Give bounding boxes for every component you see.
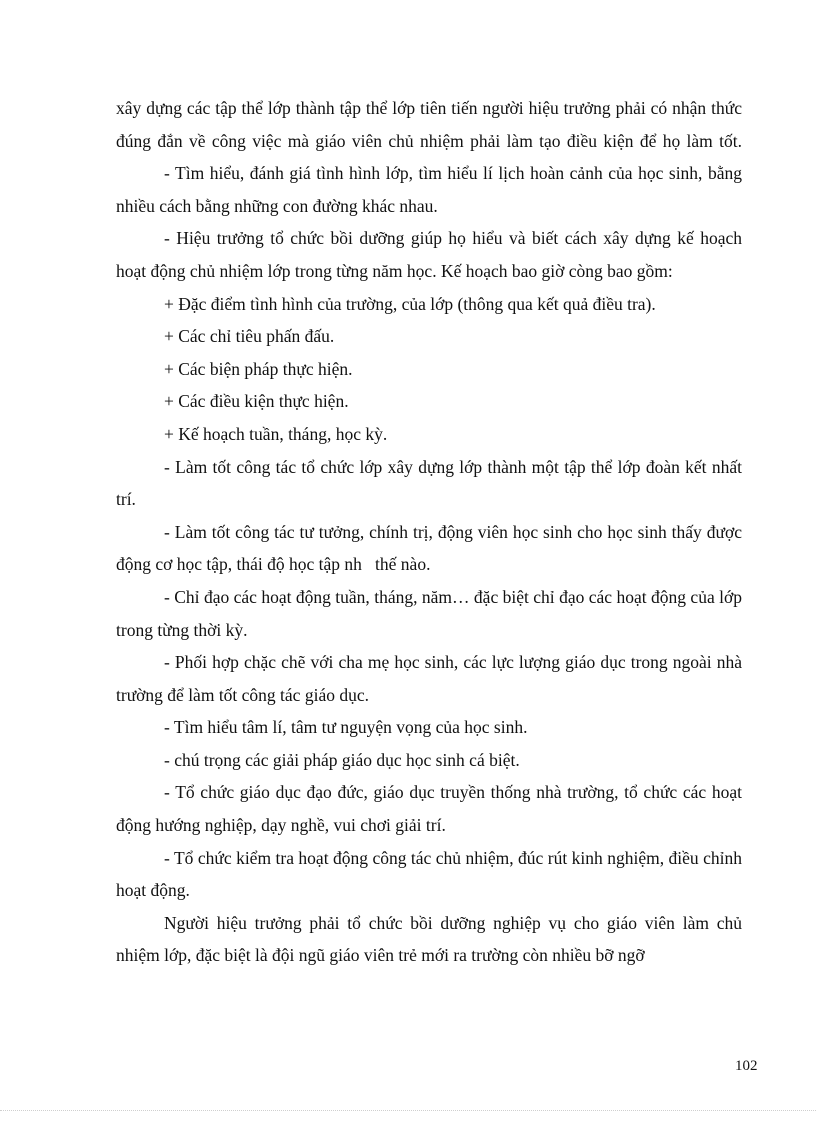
- paragraph-4: + Đặc điểm tình hình của trường, của lớp (thông qua kết quả điều tra).: [164, 293, 656, 314]
- page-number: 102: [735, 1058, 758, 1074]
- paragraph-5: + Các chỉ tiêu phấn đấu.: [164, 326, 335, 347]
- paragraph-1: xây dựng các tập thể lớp thành tập thể lớp tiên tiến người hiệu trưởng phải có nhận thức đúng đắn về công việc mà giáo viên chủ nhiệm phải làm tạo điều kiện để họ làm tốt.: [116, 98, 742, 151]
- paragraph-15: - Tổ chức giáo dục đạo đức, giáo dục truyền thống nhà trường, tổ chức các hoạt động hướng nghiệp, dạy nghề, vui chơi giải trí.: [116, 782, 742, 836]
- paragraph-6: + Các biện pháp thực hiện.: [164, 358, 353, 379]
- paragraph-16: - Tổ chức kiểm tra hoạt động công tác chủ nhiệm, đúc rút kinh nghiệm, điều chỉnh hoạt động.: [116, 847, 742, 901]
- paragraph-9: - Làm tốt công tác tổ chức lớp xây dựng lớp thành một tập thể lớp đoàn kết nhất trí.: [116, 456, 742, 510]
- paragraph-2: - Tìm hiểu, đánh giá tình hình lớp, tìm hiểu lí lịch hoàn cảnh của học sinh, bằng nhiều cách bằng những con đường khác nhau.: [116, 163, 742, 216]
- paragraph-13: - Tìm hiểu tâm lí, tâm tư nguyện vọng của học sinh.: [164, 717, 528, 738]
- paragraph-12: - Phối hợp chặc chẽ với cha mẹ học sinh, các lực lượng giáo dục trong ngoài nhà trường để làm tốt công tác giáo dục.: [116, 652, 742, 705]
- footer-divider: [0, 1110, 816, 1111]
- paragraph-3: - Hiệu trưởng tổ chức bồi dưỡng giúp họ hiểu và biết cách xây dựng kế hoạch hoạt động chủ nhiệm lớp trong từng năm học. Kế hoạch bao giờ còng bao gồm:: [116, 228, 742, 281]
- paragraph-10: - Làm tốt công tác tư tưởng, chính trị, động viên học sinh cho học sinh thấy được động cơ học tập, thái độ học tập nh thế nào.: [116, 521, 747, 575]
- paragraph-11: - Chỉ đạo các hoạt động tuần, tháng, năm… đặc biệt chỉ đạo các hoạt động của lớp trong từng thời kỳ.: [116, 586, 742, 640]
- paragraph-7: + Các điều kiện thực hiện.: [164, 391, 349, 412]
- paragraph-17: Người hiệu trưởng phải tổ chức bồi dưỡng nghiệp vụ cho giáo viên làm chủ nhiệm lớp, đặc biệt là đội ngũ giáo viên trẻ mới ra trường còn nhiều bỡ ngỡ: [116, 912, 742, 966]
- body-text: [116, 92, 747, 972]
- paragraph-8: + Kế hoạch tuần, tháng, học kỳ.: [164, 423, 388, 444]
- paragraph-14: - chú trọng các giải pháp giáo dục học sinh cá biệt.: [164, 749, 520, 770]
